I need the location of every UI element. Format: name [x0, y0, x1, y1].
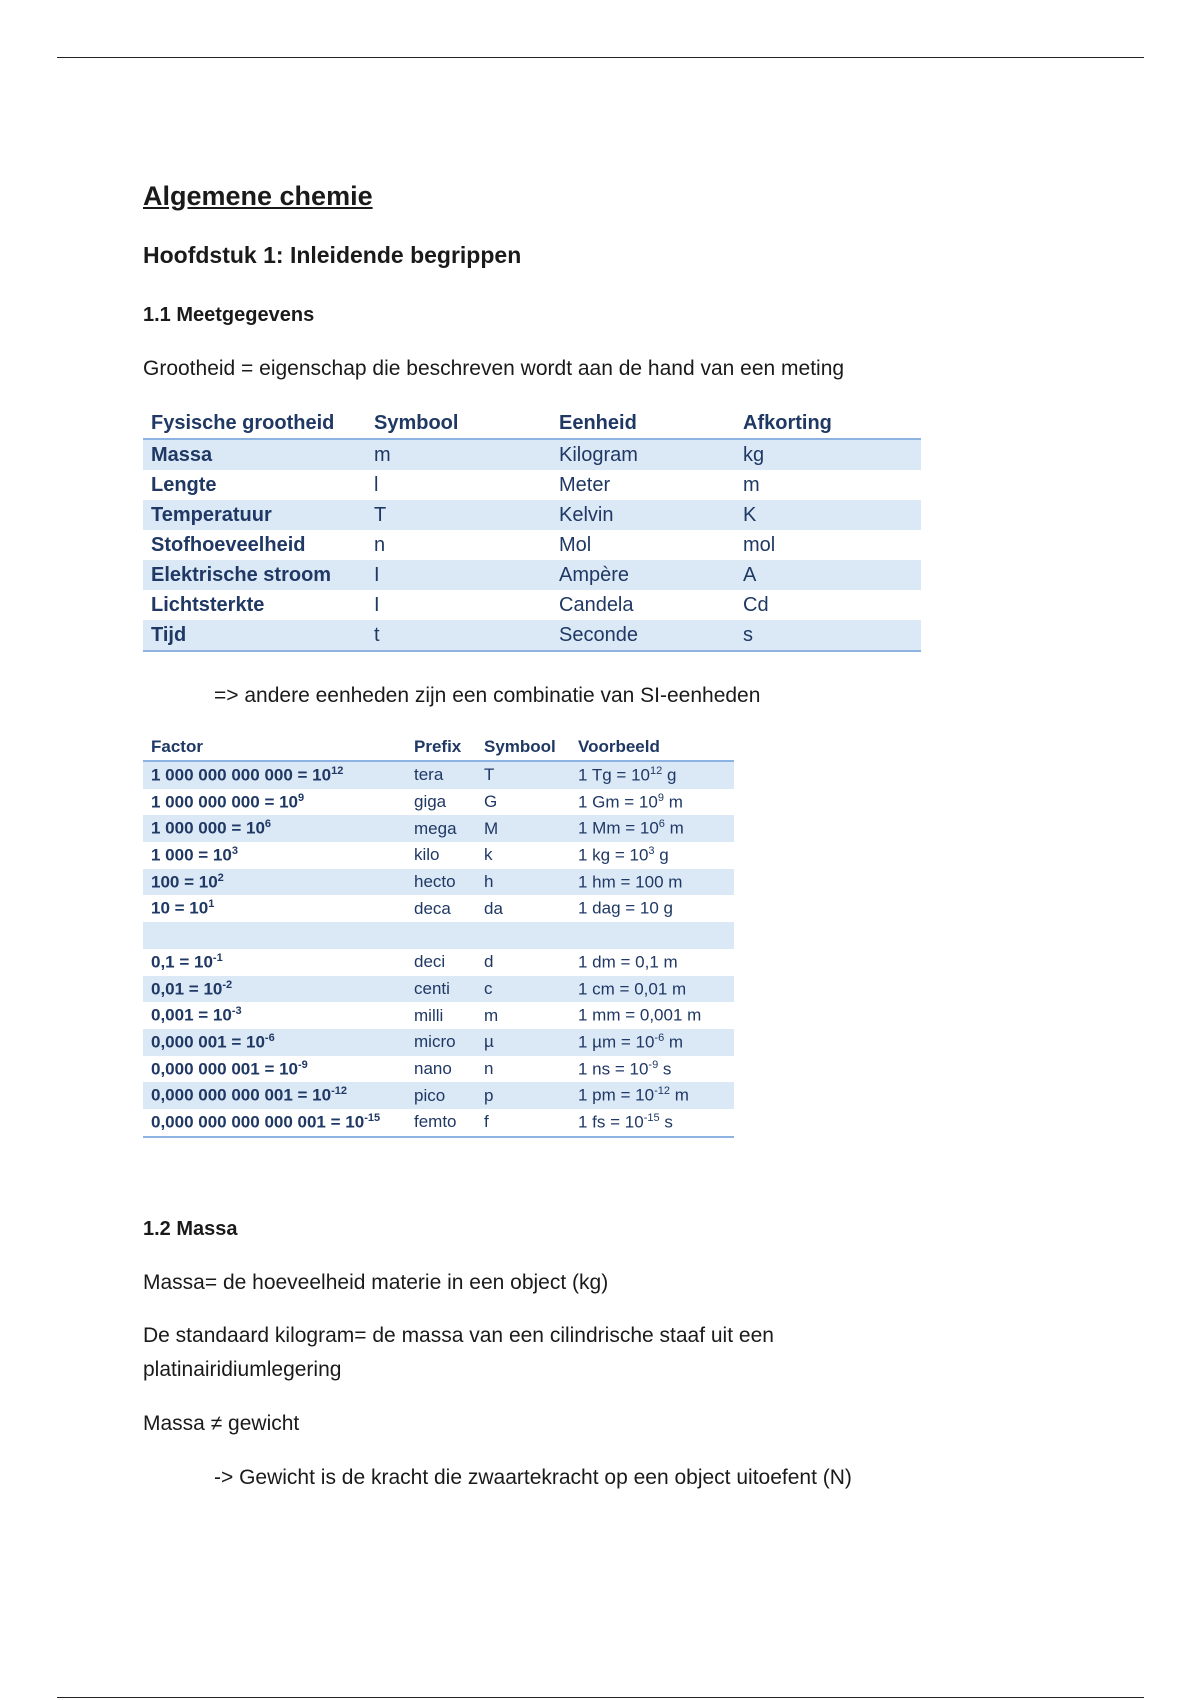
example-unit: g — [654, 845, 669, 865]
example-cell — [570, 789, 734, 816]
prefix-cell: milli — [414, 1005, 444, 1025]
factor-cell — [143, 1109, 406, 1137]
factor-value: 1 000 = 10 — [151, 845, 232, 865]
table-cell: A — [735, 560, 921, 590]
table-row — [143, 1029, 734, 1056]
table-cell: Stofhoeveelheid — [151, 533, 306, 556]
table-row — [143, 815, 734, 842]
table-row — [143, 560, 921, 590]
prefix-cell: deca — [414, 898, 451, 918]
example-value: 1 dm = 0,1 m — [578, 952, 678, 972]
prefix-table — [143, 734, 734, 1138]
factor-cell — [143, 1029, 406, 1056]
example-exponent: -9 — [648, 1058, 659, 1071]
example-exponent: -12 — [654, 1085, 670, 1098]
column-header: Eenheid — [551, 408, 735, 439]
example-unit: m — [664, 1032, 684, 1052]
table-cell: Ampère — [551, 560, 735, 590]
factor-value: 1 000 000 = 10 — [151, 819, 265, 839]
symbol-cell: da — [484, 898, 503, 918]
table-cell: Seconde — [551, 620, 735, 651]
example-value: 1 mm = 0,001 m — [578, 1005, 702, 1025]
factor-exponent: 1 — [208, 898, 215, 911]
table-row — [143, 869, 734, 896]
table-cell: Elektrische stroom — [143, 560, 366, 590]
table-row — [143, 1082, 734, 1109]
prefix-cell: kilo — [414, 845, 440, 865]
example-cell — [570, 1029, 734, 1056]
massa-definition: Massa= de hoeveelheid materie in een object (kg) — [143, 1271, 609, 1294]
factor-cell — [143, 895, 406, 922]
example-cell — [570, 895, 734, 922]
column-header: Prefix — [406, 734, 476, 761]
table-header-row — [143, 734, 734, 761]
prefix-cell: tera — [406, 761, 476, 789]
example-cell — [570, 842, 734, 869]
example-value: 1 Tg = 10 — [578, 765, 650, 785]
factor-cell — [143, 869, 406, 896]
prefix-cell: pico — [406, 1082, 476, 1109]
example-unit: s — [659, 1112, 673, 1132]
table-cell: Cd — [743, 593, 769, 616]
table-row — [143, 470, 921, 500]
table-cell: s — [735, 620, 921, 651]
symbol-cell: n — [484, 1058, 494, 1078]
example-value: 1 Gm = 10 — [578, 792, 658, 812]
prefix-cell: hecto — [406, 869, 476, 896]
symbol-cell: G — [484, 792, 498, 812]
table-cell: I — [374, 593, 380, 616]
table-cell: t — [366, 620, 551, 651]
symbol-cell: p — [476, 1082, 570, 1109]
prefix-cell: centi — [406, 976, 476, 1003]
example-unit: g — [662, 765, 677, 785]
factor-cell — [143, 922, 406, 949]
factor-cell — [143, 1056, 406, 1083]
factor-cell — [143, 815, 406, 842]
factor-value: 0,000 001 = 10 — [151, 1032, 265, 1052]
symbol-cell: c — [476, 976, 570, 1003]
example-value: 1 fs = 10 — [578, 1112, 644, 1132]
factor-cell — [143, 1082, 406, 1109]
table-row — [143, 620, 921, 651]
example-exponent: -6 — [654, 1031, 665, 1044]
symbol-cell: d — [484, 952, 494, 972]
example-cell — [570, 1056, 734, 1083]
factor-exponent: 3 — [231, 845, 238, 858]
symbol-cell — [476, 922, 570, 949]
symbol-cell: h — [476, 869, 570, 896]
table-cell: Massa — [143, 439, 366, 470]
factor-cell — [143, 842, 406, 869]
table-cell: kg — [735, 439, 921, 470]
example-exponent: 9 — [657, 791, 664, 804]
prefix-cell: deci — [414, 952, 446, 972]
table-cell: mol — [743, 533, 776, 556]
kilogram-definition-line-2: platinairidiumlegering — [143, 1358, 342, 1381]
table-cell: I — [366, 560, 551, 590]
factor-exponent: -3 — [231, 1005, 242, 1018]
factor-exponent: 12 — [331, 765, 344, 778]
table-cell: m — [366, 439, 551, 470]
factor-exponent: 2 — [217, 871, 224, 884]
column-header: Factor — [143, 734, 406, 761]
page-bottom-rule — [57, 1697, 1144, 1698]
symbol-cell: f — [476, 1109, 570, 1137]
example-value: 1 ns = 10 — [578, 1059, 649, 1079]
table-row — [143, 976, 734, 1003]
column-header: Symbool — [476, 734, 570, 761]
example-cell — [570, 1002, 734, 1029]
table-cell: Lengte — [151, 473, 217, 496]
prefix-cell: femto — [406, 1109, 476, 1137]
example-cell — [570, 1109, 734, 1137]
example-value: 1 hm = 100 m — [578, 872, 683, 892]
si-units-table — [143, 408, 921, 652]
example-unit: m — [669, 1085, 689, 1105]
table-row — [143, 1002, 734, 1029]
document-title: Algemene chemie — [143, 181, 373, 211]
prefix-cell: micro — [406, 1029, 476, 1056]
factor-cell — [143, 789, 406, 816]
table-row — [143, 789, 734, 816]
example-exponent: 6 — [658, 818, 665, 831]
factor-exponent: -9 — [298, 1058, 308, 1071]
table-row — [143, 1109, 734, 1137]
table-cell: Kilogram — [551, 439, 735, 470]
factor-value: 0,000 000 000 001 = 10 — [151, 1085, 332, 1105]
factor-exponent: -6 — [264, 1031, 275, 1044]
table-cell: l — [374, 473, 379, 496]
example-value: 1 dag = 10 g — [578, 899, 674, 919]
table-cell: Candela — [559, 593, 634, 616]
factor-value: 1 000 000 000 = 10 — [151, 792, 298, 812]
section-heading-1-2: 1.2 Massa — [143, 1218, 238, 1240]
symbol-cell: M — [476, 815, 570, 842]
symbol-cell: T — [476, 761, 570, 789]
factor-value: 1 000 000 000 000 = 10 — [151, 765, 332, 785]
example-unit: m — [664, 819, 684, 839]
example-cell — [570, 949, 734, 976]
table-row — [143, 439, 921, 470]
factor-exponent: -1 — [212, 951, 223, 964]
prefix-cell — [406, 922, 476, 949]
example-cell — [570, 815, 734, 842]
table-row — [143, 949, 734, 976]
example-value: 1 cm = 0,01 m — [578, 979, 687, 999]
page-top-rule — [57, 57, 1144, 58]
example-value: 1 kg = 10 — [578, 845, 649, 865]
example-exponent: 12 — [650, 765, 663, 778]
factor-value: 10 = 10 — [151, 899, 209, 919]
table-row — [143, 895, 734, 922]
example-unit: m — [663, 792, 683, 812]
factor-exponent: 6 — [264, 818, 272, 831]
factor-value: 0,000 000 000 000 001 = 10 — [151, 1112, 365, 1132]
table-cell: Meter — [559, 473, 611, 496]
table-cell: Temperatuur — [143, 500, 366, 530]
si-combination-note: => andere eenheden zijn een combinatie van SI-eenheden — [214, 684, 761, 707]
factor-cell — [143, 761, 406, 789]
table-row — [143, 500, 921, 530]
symbol-cell: µ — [476, 1029, 570, 1056]
factor-value: 0,01 = 10 — [151, 979, 223, 999]
example-cell — [570, 976, 734, 1003]
table-row — [143, 590, 921, 620]
table-row — [143, 530, 921, 560]
table-row — [143, 842, 734, 869]
table-cell: K — [735, 500, 921, 530]
table-cell: Kelvin — [551, 500, 735, 530]
table-cell: m — [743, 473, 760, 496]
column-header: Fysische grootheid — [143, 408, 366, 439]
example-value: 1 Mm = 10 — [578, 819, 659, 839]
factor-value: 100 = 10 — [151, 872, 218, 892]
example-cell — [570, 922, 734, 949]
column-header: Afkorting — [735, 408, 921, 439]
prefix-cell: giga — [414, 792, 447, 812]
definition-grootheid: Grootheid = eigenschap die beschreven wordt aan de hand van een meting — [143, 357, 845, 380]
factor-exponent: 9 — [298, 791, 305, 804]
example-cell — [570, 869, 734, 896]
symbol-cell: k — [484, 845, 493, 865]
symbol-cell: m — [484, 1005, 499, 1025]
example-cell — [570, 1082, 734, 1109]
table-cell: T — [366, 500, 551, 530]
factor-value: 0,000 000 001 = 10 — [151, 1059, 298, 1079]
kilogram-definition-line-1: De standaard kilogram= de massa van een cilindrische staaf uit een — [143, 1324, 774, 1347]
table-row — [143, 1056, 734, 1083]
table-row — [143, 922, 734, 949]
table-cell: Lichtsterkte — [151, 593, 265, 616]
example-exponent: -15 — [643, 1111, 660, 1124]
factor-exponent: -12 — [331, 1085, 347, 1098]
column-header: Voorbeeld — [570, 734, 734, 761]
prefix-cell: mega — [406, 815, 476, 842]
factor-exponent: -15 — [364, 1111, 381, 1124]
massa-not-gewicht: Massa ≠ gewicht — [143, 1412, 300, 1435]
section-heading-1-1: 1.1 Meetgegevens — [143, 304, 315, 326]
example-unit: s — [658, 1059, 672, 1079]
factor-value: 0,1 = 10 — [151, 952, 213, 972]
example-value: 1 pm = 10 — [578, 1085, 655, 1105]
factor-cell — [143, 976, 406, 1003]
factor-cell — [143, 949, 406, 976]
factor-value: 0,001 = 10 — [151, 1005, 232, 1025]
gewicht-definition: -> Gewicht is de kracht die zwaartekracht op een object uitoefent (N) — [214, 1466, 852, 1489]
chapter-heading: Hoofdstuk 1: Inleidende begrippen — [143, 242, 522, 268]
example-cell — [570, 761, 734, 789]
table-row — [143, 761, 734, 789]
example-exponent: 3 — [648, 845, 655, 858]
factor-cell — [143, 1002, 406, 1029]
prefix-cell: nano — [414, 1058, 452, 1078]
table-cell: Tijd — [143, 620, 366, 651]
table-header-row — [143, 408, 921, 439]
table-cell: Mol — [559, 533, 592, 556]
factor-exponent: -2 — [222, 978, 233, 991]
table-cell: n — [374, 533, 386, 556]
column-header: Symbool — [366, 408, 551, 439]
example-value: 1 µm = 10 — [578, 1032, 655, 1052]
